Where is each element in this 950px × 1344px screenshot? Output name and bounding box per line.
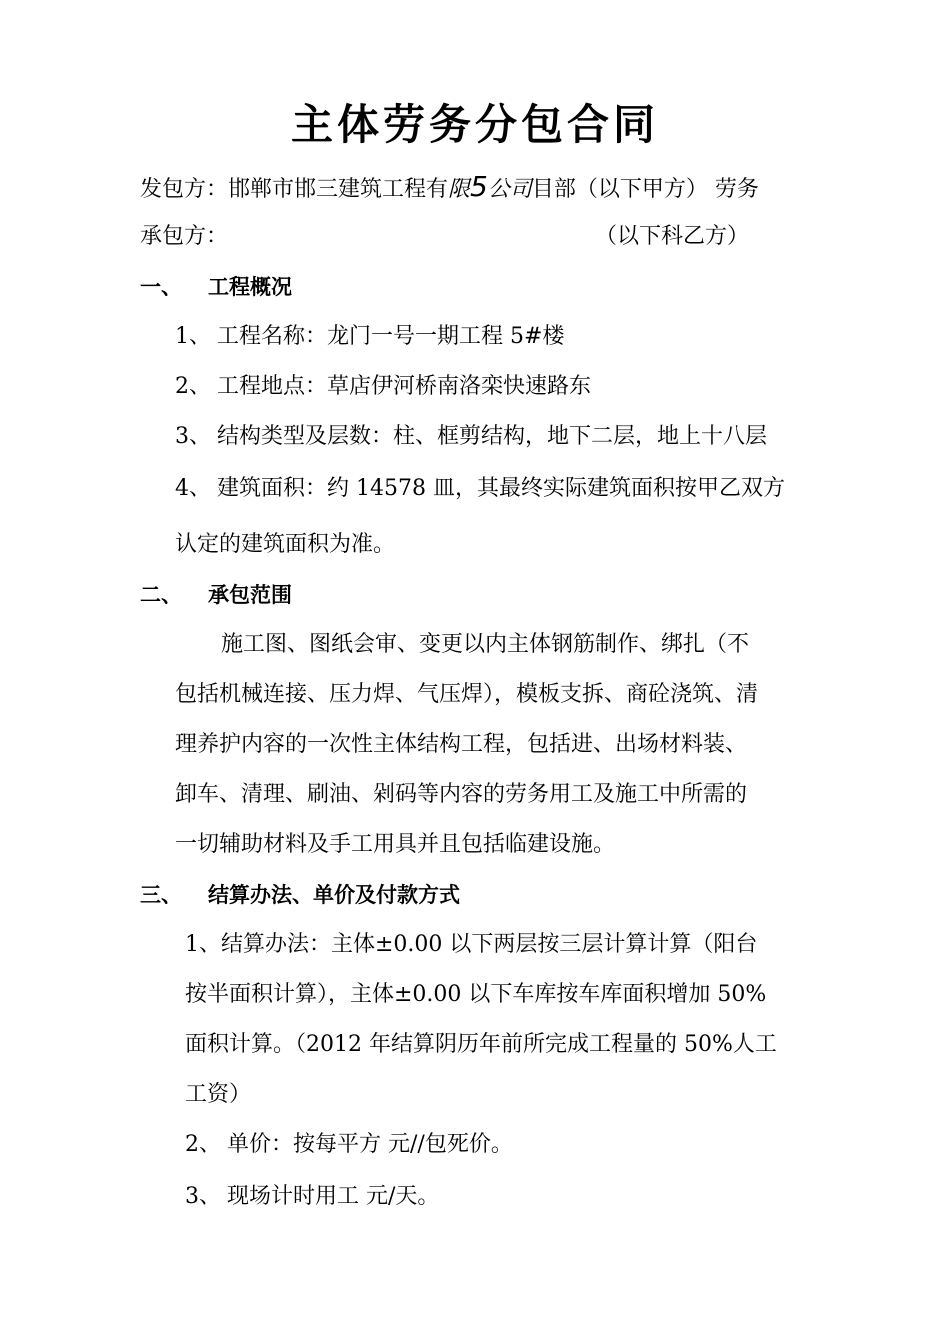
section-3-number: 三、 [140, 883, 182, 907]
item-text: 现场计时用工 元/天。 [227, 1184, 440, 1209]
party-a-stylized: 限 [448, 177, 471, 202]
party-a-stylized-after: 公司 [487, 177, 532, 202]
party-a-line [140, 172, 759, 205]
item-text: 单价：按每平方 元//包死价。 [227, 1132, 513, 1157]
party-a-suffix: 目部（以下甲方） 劳务 [531, 177, 759, 202]
party-a-prefix: 发包方：邯郸市邯三建筑工程有 [140, 177, 449, 202]
section-1-title: 工程概况 [208, 275, 292, 299]
item-number: 2、 [185, 1132, 221, 1157]
item-text: 建筑面积：约 14578 皿，其最终实际建筑面积按甲乙双方 [217, 476, 785, 501]
page-title: 主体劳务分包合同 [290, 100, 659, 149]
section-1-item-4 [175, 474, 785, 504]
section-3-title: 结算办法、单价及付款方式 [208, 883, 460, 907]
section-2-heading [140, 580, 292, 610]
section-2-paragraph-line: 包括机械连接、压力焊、气压焊），模板支拆、商砼浇筑、清 [175, 682, 759, 707]
item-text: 结构类型及层数：柱、框剪结构，地下二层，地上十八层 [217, 424, 768, 449]
item-text: 工程地点：草店伊河桥南洛栾快速路东 [217, 374, 592, 399]
section-2-paragraph-line: 施工图、图纸会审、变更以内主体钢筋制作、绑扎（不 [221, 632, 750, 657]
item-number: 1、 [175, 324, 211, 349]
section-2-paragraph-line: 一切辅助材料及手工用具并且包括临建设施。 [175, 832, 616, 857]
item-number: 3、 [175, 424, 211, 449]
item-number: 2、 [175, 374, 211, 399]
party-b-alias: （以下科乙方） [595, 224, 750, 249]
section-3-paragraph-line: 按半面积计算），主体±0.00 以下车库按车库面积增加 50% [185, 982, 767, 1007]
section-1-item-4-continued: 认定的建筑面积为准。 [175, 532, 396, 557]
section-1-item-1 [175, 322, 564, 352]
section-2-title: 承包范围 [208, 583, 292, 607]
section-3-item-3 [185, 1182, 439, 1212]
section-3-paragraph-line: 1、结算办法：主体±0.00 以下两层按三层计算计算（阳台 [185, 932, 758, 957]
section-1-item-2 [175, 372, 591, 402]
section-1-item-3 [175, 422, 767, 452]
section-3-paragraph-line: 面积计算。（2012 年结算阴历年前所完成工程量的 50%人工 [185, 1032, 777, 1057]
section-3-item-2 [185, 1130, 513, 1160]
section-3-paragraph-line: 工资） [185, 1082, 252, 1107]
section-1-heading [140, 272, 292, 302]
item-text: 工程名称：龙门一号一期工程 5#楼 [217, 324, 565, 349]
section-2-paragraph-line: 卸车、清理、刷油、剁码等内容的劳务用工及施工中所需的 [175, 782, 748, 807]
party-a-stylized-num: 5 [470, 170, 488, 203]
section-2-paragraph-line: 理养护内容的一次性主体结构工程，包括进、出场材料装、 [175, 732, 748, 757]
party-b-label: 承包方： [140, 224, 229, 249]
item-number: 4、 [175, 476, 211, 501]
section-2-number: 二、 [140, 583, 182, 607]
section-3-heading [140, 880, 460, 910]
section-1-number: 一、 [140, 275, 182, 299]
item-number: 3、 [185, 1184, 221, 1209]
